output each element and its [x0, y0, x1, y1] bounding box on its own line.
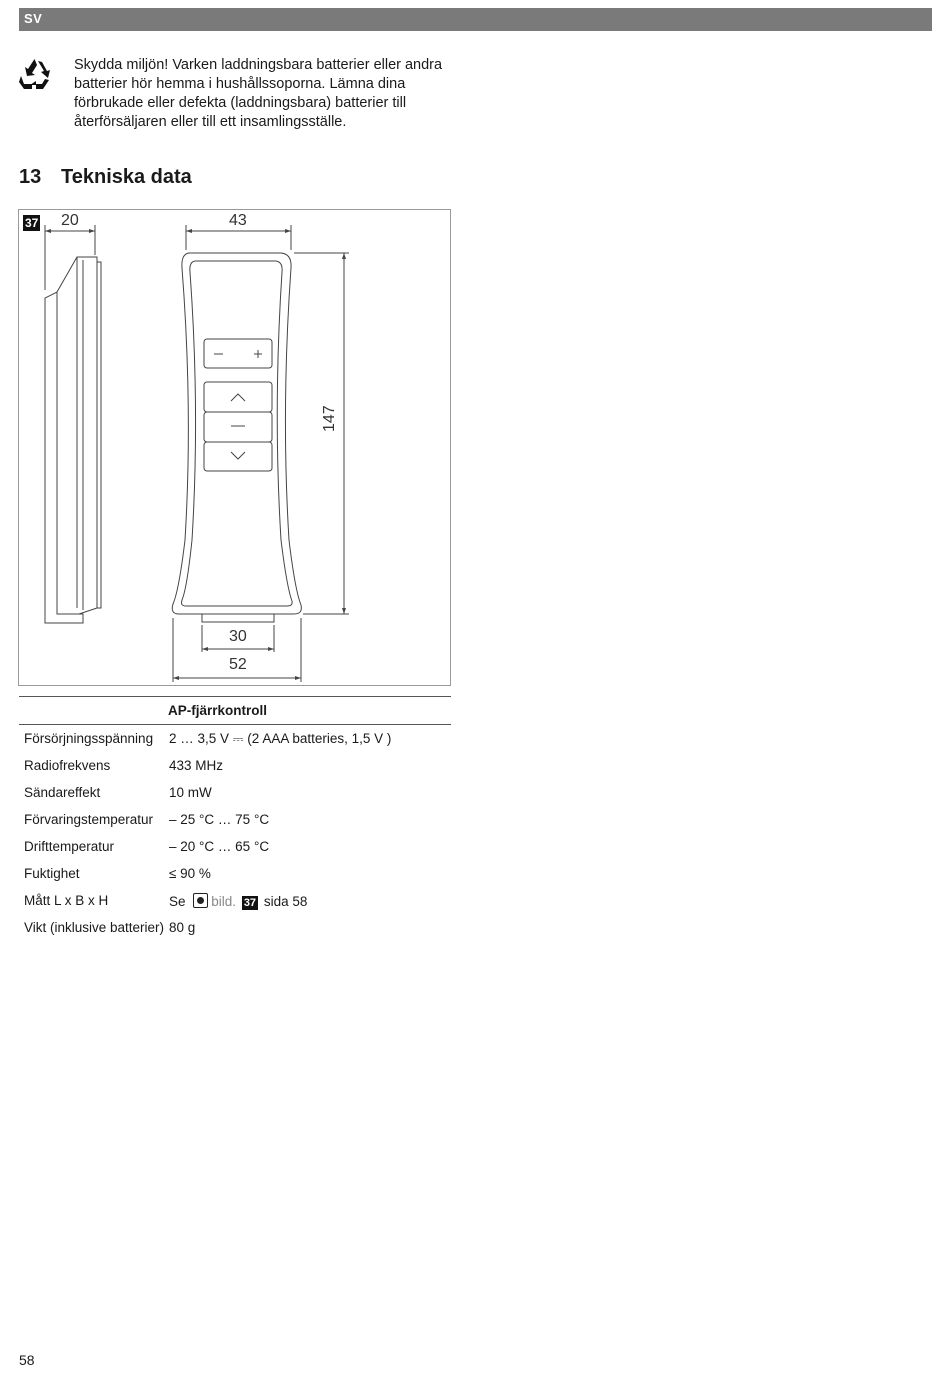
- row-key: Sändareffekt: [24, 785, 101, 800]
- dim-bottom-inner: 30: [229, 628, 247, 645]
- row-value: [169, 893, 307, 910]
- row-value: 80 g: [169, 920, 196, 935]
- environment-notice: Skydda miljön! Varken laddningsbara batterier eller andra batterier hör hemma i hushållssoporna. Lämna dina förbrukade eller defekta (laddningsbara) batterier till återförsäljaren eller till ett insamlingsställe.: [74, 57, 443, 130]
- section-title: Tekniska data: [61, 166, 192, 188]
- row-key: Drifttemperatur: [24, 839, 115, 854]
- row-value: – 20 °C … 65 °C: [169, 839, 270, 854]
- row-key: Mått L x B x H: [24, 893, 109, 908]
- row-key: Radiofrekvens: [24, 758, 111, 773]
- dimension-figure: [18, 209, 451, 686]
- row-value: – 25 °C … 75 °C: [169, 812, 270, 827]
- language-label: SV: [24, 11, 43, 26]
- table-header: [19, 696, 451, 725]
- dim-depth: 20: [61, 212, 79, 229]
- table-row: [19, 806, 451, 833]
- section-heading: [19, 166, 192, 189]
- language-bar: [19, 8, 932, 31]
- dim-top-width: 43: [229, 212, 247, 229]
- dim-height: 147: [321, 405, 338, 432]
- row-value: 433 MHz: [169, 758, 224, 773]
- recycle-icon: [18, 58, 51, 90]
- table-row: [19, 914, 451, 941]
- figure-ref-badge: 37: [243, 897, 257, 909]
- page-number: 58: [19, 1352, 35, 1368]
- row-value: ≤ 90 %: [169, 866, 211, 881]
- row-value: 10 mW: [169, 785, 212, 800]
- section-number: 13: [19, 166, 42, 188]
- row-key: Förvaringstemperatur: [24, 812, 154, 827]
- row-value: 2 … 3,5 V ⎓ (2 AAA batteries, 1,5 V ): [169, 731, 392, 746]
- figure-number-badge: 37: [25, 216, 39, 230]
- table-row: [19, 725, 451, 752]
- table-row: [19, 752, 451, 779]
- table-row: [19, 887, 451, 914]
- table-row: [19, 860, 451, 887]
- tech-data-table: [19, 696, 451, 941]
- row-key: Vikt (inklusive batterier): [24, 920, 165, 935]
- row-key: Försörjningsspänning: [24, 731, 154, 746]
- table-row: [19, 833, 451, 860]
- ref-prefix: Se: [169, 894, 186, 909]
- camera-icon: [193, 893, 208, 908]
- dim-bottom-outer: 52: [229, 656, 247, 673]
- table-row: [19, 779, 451, 806]
- figure-link[interactable]: bild.: [211, 894, 237, 909]
- row-key: Fuktighet: [24, 866, 80, 881]
- ref-suffix: sida 58: [263, 894, 308, 909]
- table-header-label: AP-fjärrkontroll: [168, 703, 268, 718]
- remote-drawing: [19, 210, 452, 687]
